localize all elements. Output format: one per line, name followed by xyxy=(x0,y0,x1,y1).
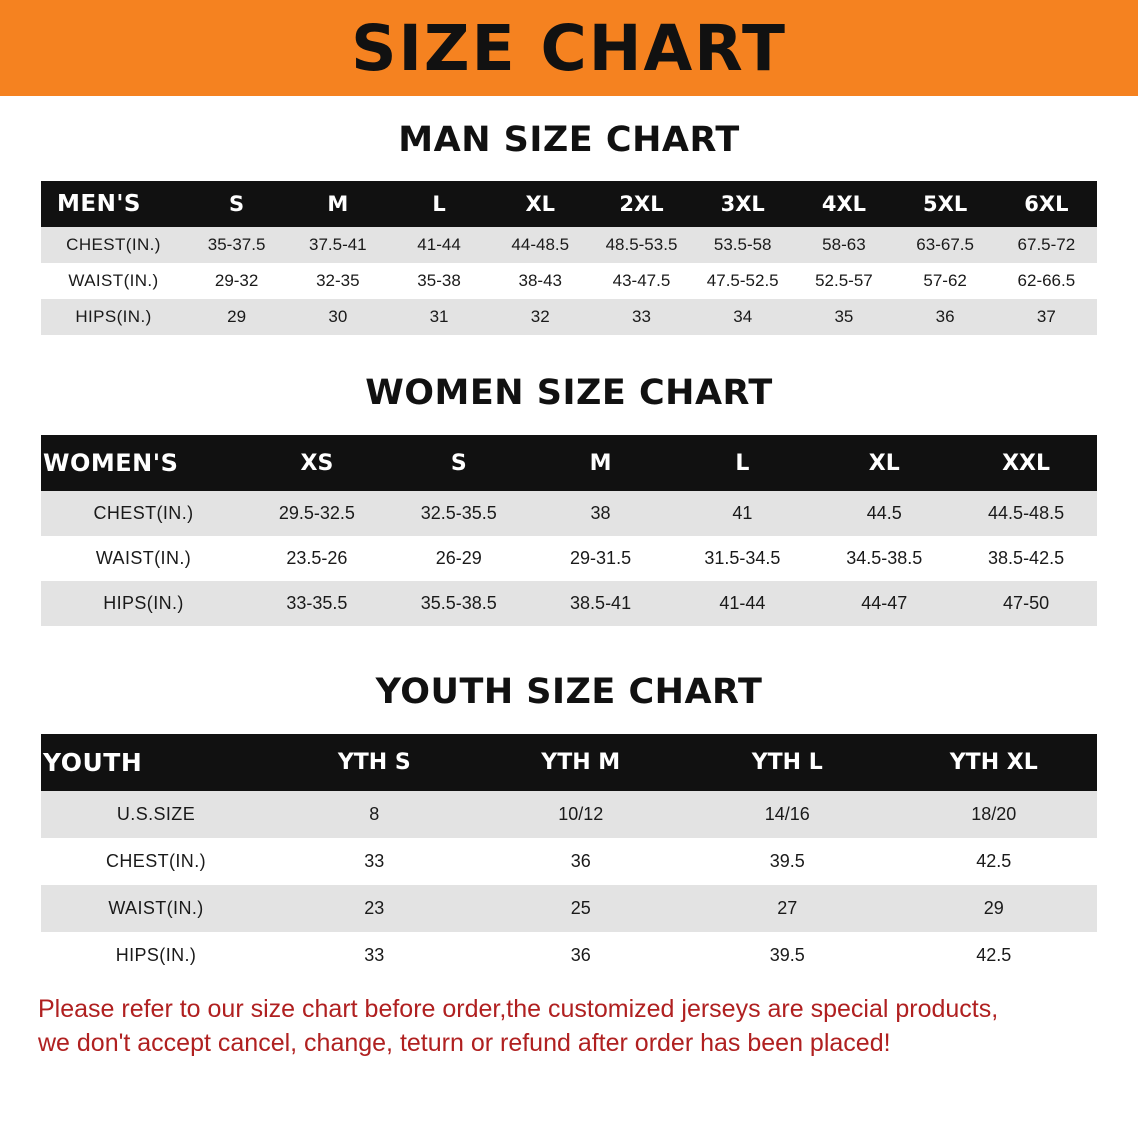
row-label: HIPS(IN.) xyxy=(41,299,186,335)
table-row xyxy=(41,227,1097,263)
table-cell: 42.5 xyxy=(891,932,1098,979)
row-label: HIPS(IN.) xyxy=(41,581,246,626)
table-cell: 48.5-53.5 xyxy=(591,227,692,263)
table-cell: 41-44 xyxy=(671,581,813,626)
table-cell: 38.5-41 xyxy=(530,581,672,626)
column-header: 3XL xyxy=(692,181,793,227)
column-header: WOMEN'S xyxy=(41,435,246,491)
table-cell: 37 xyxy=(996,299,1097,335)
column-header: 6XL xyxy=(996,181,1097,227)
table-cell: 33 xyxy=(591,299,692,335)
column-header: XL xyxy=(813,435,955,491)
table-cell: 44.5-48.5 xyxy=(955,491,1097,536)
table-cell: 25 xyxy=(478,885,685,932)
table-cell: 43-47.5 xyxy=(591,263,692,299)
table-cell: 29 xyxy=(891,885,1098,932)
table-row xyxy=(41,885,1097,932)
column-header: XL xyxy=(490,181,591,227)
table-cell: 39.5 xyxy=(684,838,891,885)
table-cell: 57-62 xyxy=(895,263,996,299)
table-cell: 33-35.5 xyxy=(246,581,388,626)
table-cell: 34 xyxy=(692,299,793,335)
row-label: CHEST(IN.) xyxy=(41,838,271,885)
table-cell: 67.5-72 xyxy=(996,227,1097,263)
youth-section-title: YOUTH SIZE CHART xyxy=(375,672,763,712)
table-header-row xyxy=(41,181,1097,227)
women-size-table xyxy=(41,435,1097,626)
table-cell: 36 xyxy=(478,932,685,979)
table-cell: 31 xyxy=(388,299,489,335)
row-label: CHEST(IN.) xyxy=(41,491,246,536)
order-policy-note-line1: Please refer to our size chart before order,the customized jerseys are special products, xyxy=(38,995,999,1023)
table-cell: 29-31.5 xyxy=(530,536,672,581)
table-cell: 32.5-35.5 xyxy=(388,491,530,536)
row-label: WAIST(IN.) xyxy=(41,536,246,581)
table-cell: 29-32 xyxy=(186,263,287,299)
column-header: YOUTH xyxy=(41,734,271,791)
table-cell: 36 xyxy=(478,838,685,885)
man-section-title: MAN SIZE CHART xyxy=(398,120,740,160)
table-cell: 30 xyxy=(287,299,388,335)
table-cell: 44-47 xyxy=(813,581,955,626)
column-header: YTH S xyxy=(271,734,478,791)
column-header: M xyxy=(530,435,672,491)
row-label: CHEST(IN.) xyxy=(41,227,186,263)
column-header: XS xyxy=(246,435,388,491)
table-row xyxy=(41,791,1097,838)
table-row xyxy=(41,932,1097,979)
man-size-table xyxy=(41,181,1097,335)
table-cell: 41-44 xyxy=(388,227,489,263)
column-header: 4XL xyxy=(793,181,894,227)
page-title: SIZE CHART xyxy=(351,11,787,85)
column-header: M xyxy=(287,181,388,227)
table-cell: 37.5-41 xyxy=(287,227,388,263)
column-header: 5XL xyxy=(895,181,996,227)
column-header: L xyxy=(671,435,813,491)
table-header-row xyxy=(41,734,1097,791)
table-cell: 44.5 xyxy=(813,491,955,536)
table-cell: 32 xyxy=(490,299,591,335)
order-policy-note xyxy=(0,993,1138,1061)
page-banner xyxy=(0,0,1138,96)
table-cell: 36 xyxy=(895,299,996,335)
table-row xyxy=(41,581,1097,626)
table-cell: 35-37.5 xyxy=(186,227,287,263)
column-header: S xyxy=(388,435,530,491)
table-cell: 31.5-34.5 xyxy=(671,536,813,581)
table-cell: 35-38 xyxy=(388,263,489,299)
column-header: YTH M xyxy=(478,734,685,791)
row-label: U.S.SIZE xyxy=(41,791,271,838)
table-cell: 27 xyxy=(684,885,891,932)
column-header: L xyxy=(388,181,489,227)
table-cell: 23 xyxy=(271,885,478,932)
youth-size-table-wrapper xyxy=(0,734,1138,979)
column-header: XXL xyxy=(955,435,1097,491)
table-row xyxy=(41,299,1097,335)
table-cell: 8 xyxy=(271,791,478,838)
column-header: MEN'S xyxy=(41,181,186,227)
table-row xyxy=(41,263,1097,299)
table-cell: 35.5-38.5 xyxy=(388,581,530,626)
table-cell: 29.5-32.5 xyxy=(246,491,388,536)
table-cell: 42.5 xyxy=(891,838,1098,885)
table-cell: 38 xyxy=(530,491,672,536)
table-cell: 18/20 xyxy=(891,791,1098,838)
table-cell: 58-63 xyxy=(793,227,894,263)
table-cell: 23.5-26 xyxy=(246,536,388,581)
table-cell: 34.5-38.5 xyxy=(813,536,955,581)
table-cell: 47-50 xyxy=(955,581,1097,626)
table-cell: 29 xyxy=(186,299,287,335)
table-cell: 44-48.5 xyxy=(490,227,591,263)
table-cell: 32-35 xyxy=(287,263,388,299)
table-cell: 52.5-57 xyxy=(793,263,894,299)
table-cell: 33 xyxy=(271,932,478,979)
youth-size-table xyxy=(41,734,1097,979)
table-header-row xyxy=(41,435,1097,491)
table-cell: 38-43 xyxy=(490,263,591,299)
table-cell: 41 xyxy=(671,491,813,536)
table-cell: 62-66.5 xyxy=(996,263,1097,299)
table-cell: 14/16 xyxy=(684,791,891,838)
column-header: S xyxy=(186,181,287,227)
column-header: YTH L xyxy=(684,734,891,791)
table-cell: 53.5-58 xyxy=(692,227,793,263)
table-row xyxy=(41,838,1097,885)
row-label: WAIST(IN.) xyxy=(41,263,186,299)
table-cell: 39.5 xyxy=(684,932,891,979)
women-section-title: WOMEN SIZE CHART xyxy=(365,373,773,413)
table-cell: 26-29 xyxy=(388,536,530,581)
row-label: HIPS(IN.) xyxy=(41,932,271,979)
table-cell: 10/12 xyxy=(478,791,685,838)
table-cell: 38.5-42.5 xyxy=(955,536,1097,581)
order-policy-note-line2: we don't accept cancel, change, teturn or refund after order has been placed! xyxy=(38,1028,891,1057)
table-cell: 35 xyxy=(793,299,894,335)
table-row xyxy=(41,491,1097,536)
women-size-table-wrapper xyxy=(0,435,1138,626)
column-header: YTH XL xyxy=(891,734,1098,791)
table-cell: 63-67.5 xyxy=(895,227,996,263)
man-size-table-wrapper xyxy=(0,181,1138,335)
table-row xyxy=(41,536,1097,581)
row-label: WAIST(IN.) xyxy=(41,885,271,932)
table-cell: 47.5-52.5 xyxy=(692,263,793,299)
column-header: 2XL xyxy=(591,181,692,227)
table-cell: 33 xyxy=(271,838,478,885)
